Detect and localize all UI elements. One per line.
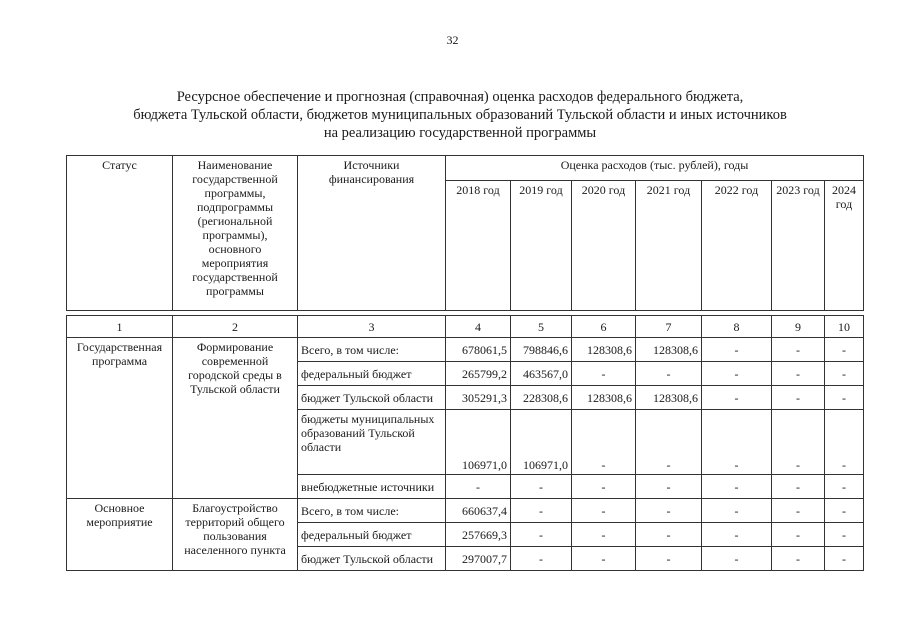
- header-status: Статус: [67, 156, 173, 311]
- value-cell: 128308,6: [572, 338, 636, 362]
- value-cell: -: [636, 362, 702, 386]
- value-cell: -: [702, 475, 772, 499]
- column-number: 6: [572, 316, 636, 338]
- column-number: 7: [636, 316, 702, 338]
- value-cell: 265799,2: [446, 362, 511, 386]
- value-cell: -: [572, 547, 636, 571]
- value-cell: -: [825, 362, 864, 386]
- value-cell: -: [772, 362, 825, 386]
- page-number: 32: [446, 33, 459, 47]
- column-number: 5: [511, 316, 572, 338]
- value-cell: -: [825, 386, 864, 410]
- status-cell: Основное мероприятие: [67, 499, 173, 571]
- source-cell: бюджет Тульской области: [298, 386, 446, 410]
- value-cell: -: [825, 547, 864, 571]
- value-cell: -: [511, 475, 572, 499]
- value-cell: -: [825, 523, 864, 547]
- header-estimate: Оценка расходов (тыс. рублей), годы: [446, 156, 864, 181]
- status-cell: Государственная программа: [67, 338, 173, 499]
- value-cell: -: [511, 523, 572, 547]
- program-name-cell: Формирование современной городской среды в Тульской области: [173, 338, 298, 499]
- header-row-1: [67, 156, 864, 181]
- value-cell: 678061,5: [446, 338, 511, 362]
- value-cell: -: [702, 386, 772, 410]
- source-cell: федеральный бюджет: [298, 523, 446, 547]
- source-cell: бюджет Тульской области: [298, 547, 446, 571]
- header-name: Наименование государственной программы, подпрограммы (региональной программы), основного мероприятия государственной программы: [173, 156, 298, 311]
- value-cell: -: [772, 386, 825, 410]
- column-number: 4: [446, 316, 511, 338]
- value-cell: 660637,4: [446, 499, 511, 523]
- value-cell: -: [825, 499, 864, 523]
- value-cell: 798846,6: [511, 338, 572, 362]
- header-sources: Источники финансирования: [298, 156, 446, 311]
- header-year: 2024 год: [825, 181, 864, 311]
- value-cell: -: [572, 410, 636, 475]
- value-cell: -: [572, 499, 636, 523]
- header-year: 2019 год: [511, 181, 572, 311]
- column-number: 1: [67, 316, 173, 338]
- header-year: 2020 год: [572, 181, 636, 311]
- value-cell: 128308,6: [572, 386, 636, 410]
- value-cell: -: [702, 499, 772, 523]
- value-cell: -: [636, 410, 702, 475]
- value-cell: -: [511, 547, 572, 571]
- value-cell: -: [702, 410, 772, 475]
- source-cell: федеральный бюджет: [298, 362, 446, 386]
- value-cell: -: [446, 475, 511, 499]
- value-cell: -: [702, 547, 772, 571]
- column-number: 3: [298, 316, 446, 338]
- value-cell: -: [636, 475, 702, 499]
- value-cell: -: [702, 523, 772, 547]
- header-year: 2021 год: [636, 181, 702, 311]
- value-cell: 106971,0: [446, 410, 511, 475]
- value-cell: -: [636, 499, 702, 523]
- value-cell: -: [772, 523, 825, 547]
- column-numbers-row: [67, 316, 864, 338]
- value-cell: -: [702, 338, 772, 362]
- value-cell: -: [772, 547, 825, 571]
- value-cell: -: [572, 362, 636, 386]
- value-cell: -: [825, 338, 864, 362]
- value-cell: 128308,6: [636, 338, 702, 362]
- source-cell: бюджеты муниципальных образований Тульской области: [298, 410, 446, 475]
- source-cell: Всего, в том числе:: [298, 499, 446, 523]
- column-number: 9: [772, 316, 825, 338]
- column-number: 10: [825, 316, 864, 338]
- column-number: 2: [173, 316, 298, 338]
- value-cell: -: [572, 523, 636, 547]
- header-year: 2022 год: [702, 181, 772, 311]
- value-cell: -: [511, 499, 572, 523]
- header-year: 2023 год: [772, 181, 825, 311]
- program-name-cell: Благоустройство территорий общего пользования населенного пункта: [173, 499, 298, 571]
- value-cell: -: [572, 475, 636, 499]
- source-cell: Всего, в том числе:: [298, 338, 446, 362]
- document-title: [60, 88, 860, 142]
- value-cell: 228308,6: [511, 386, 572, 410]
- header-year: 2018 год: [446, 181, 511, 311]
- source-cell: внебюджетные источники: [298, 475, 446, 499]
- column-number: 8: [702, 316, 772, 338]
- value-cell: -: [825, 475, 864, 499]
- value-cell: -: [772, 499, 825, 523]
- value-cell: -: [702, 362, 772, 386]
- value-cell: 128308,6: [636, 386, 702, 410]
- budget-table: [66, 155, 864, 571]
- value-cell: -: [825, 410, 864, 475]
- table-row: [67, 338, 864, 362]
- value-cell: 257669,3: [446, 523, 511, 547]
- value-cell: -: [636, 523, 702, 547]
- title-line-3: на реализацию государственной программы: [323, 125, 597, 141]
- table-row: [67, 499, 864, 523]
- value-cell: 297007,7: [446, 547, 511, 571]
- title-line-2: бюджета Тульской области, бюджетов муниципальных образований Тульской области и иных источников: [133, 107, 787, 123]
- value-cell: 463567,0: [511, 362, 572, 386]
- title-line-1: Ресурсное обеспечение и прогнозная (справочная) оценка расходов федерального бюджета,: [176, 89, 744, 105]
- value-cell: 305291,3: [446, 386, 511, 410]
- value-cell: -: [772, 410, 825, 475]
- value-cell: -: [772, 338, 825, 362]
- value-cell: 106971,0: [511, 410, 572, 475]
- value-cell: -: [772, 475, 825, 499]
- value-cell: -: [636, 547, 702, 571]
